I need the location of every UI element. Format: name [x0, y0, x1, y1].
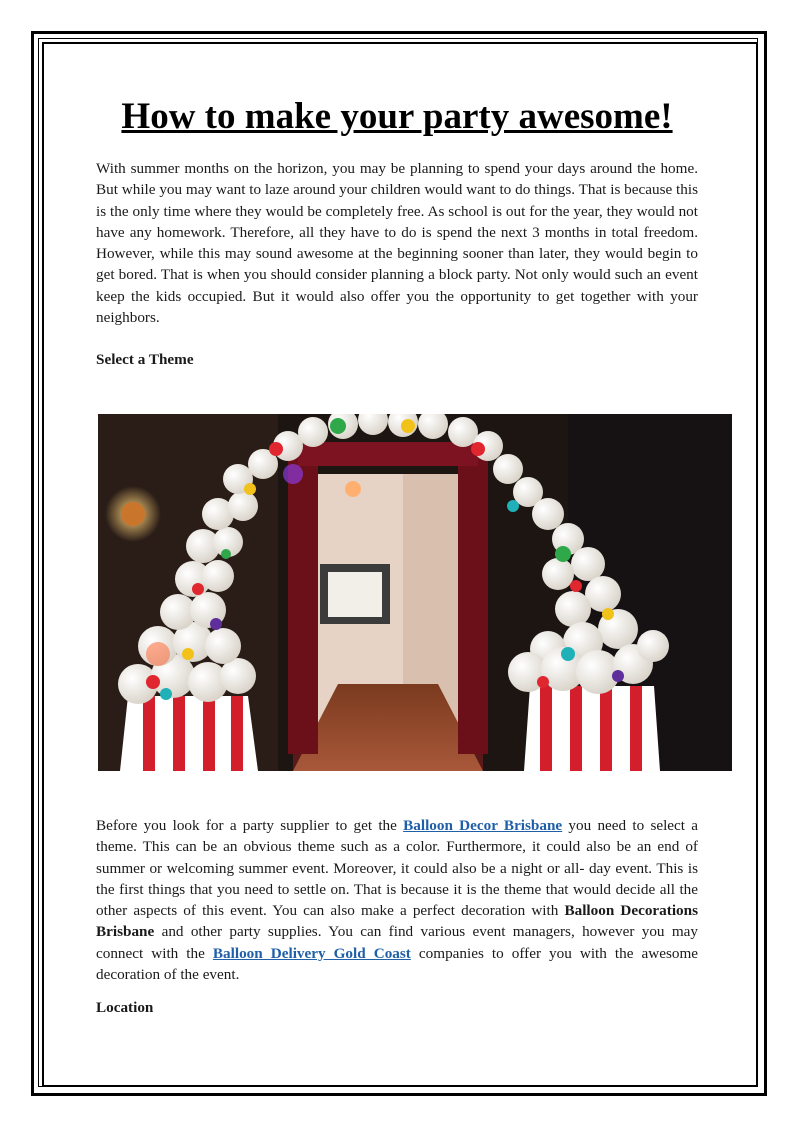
section-heading-theme: Select a Theme: [96, 351, 194, 368]
balloon-decor-brisbane-link[interactable]: Balloon Decor Brisbane: [403, 817, 563, 834]
theme-text-3: and other party supplies. You can find various event managers, however you may connect with the: [96, 923, 698, 962]
theme-paragraph: [96, 815, 698, 985]
balloon-arch-photo: [98, 414, 732, 771]
balloon-decorations-brisbane-bold: Balloon Decorations Brisbane: [96, 902, 698, 941]
balloon-delivery-gold-coast-link[interactable]: Balloon Delivery Gold Coast: [212, 944, 411, 962]
theme-text-2: you need to select a theme. This can be an obvious theme such as a color. Furthermore, it could also be an end of summer or welcoming summer event. Moreover, it could also be a night or all- day event. This is the first things that you need to settle on. That is because it is the theme that would decide all the other aspects of this event. You can also make a perfect decoration with: [96, 817, 699, 920]
theme-text-4: companies to offer you with the awesome decoration of the event.: [96, 944, 699, 984]
intro-paragraph: With summer months on the horizon, you may be planning to spend your days around the home. But while you may want to laze around your children would want to do things. That is because this is the only time where they would be completely free. As school is out for the year, they would not have any homework. Therefore, all they have to do is spend the next 3 months in total freedom. However, while this may sound awesome at the beginning sooner than later, they would begin to get bored. That is when you should consider planning a block party. Not only would such an event keep the kids occupied. But it would also offer you the opportunity to get together with your neighbors.: [96, 160, 698, 327]
page-title: How to make your party awesome!: [121, 96, 673, 137]
theme-text-1: Before you look for a party supplier to get the: [96, 817, 404, 834]
section-heading-location: Location: [96, 999, 154, 1016]
